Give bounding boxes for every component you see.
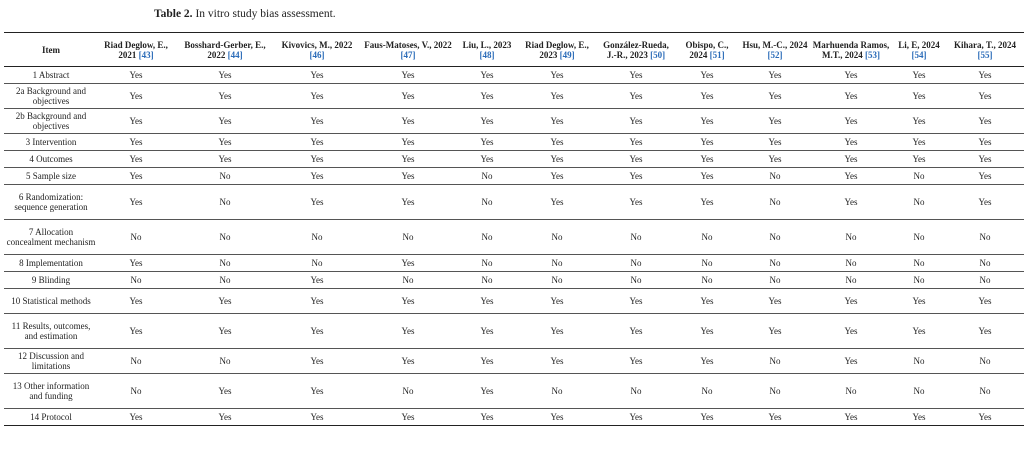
reference-link[interactable]: [53] — [865, 49, 881, 60]
assessment-cell: Yes — [480, 356, 494, 366]
assessment-cell: Yes — [310, 137, 324, 147]
assessment-cell: No — [402, 275, 414, 285]
assessment-cell: No — [130, 232, 142, 242]
assessment-cell: Yes — [629, 412, 643, 422]
study-author: Riad Deglow, E., — [104, 39, 168, 50]
assessment-cell: No — [630, 275, 642, 285]
assessment-cell: Yes — [629, 91, 643, 101]
table-row — [4, 134, 1024, 151]
study-author: Faus-Matoses, V., — [364, 39, 432, 50]
assessment-cell: No — [701, 275, 713, 285]
assessment-cell: Yes — [310, 154, 324, 164]
assessment-cell: No — [979, 258, 991, 268]
study-year: 2023 — [539, 49, 558, 60]
assessment-cell: Yes — [218, 386, 232, 396]
assessment-cell: Yes — [480, 70, 494, 80]
assessment-cell: Yes — [310, 116, 324, 126]
table-row — [4, 67, 1024, 84]
assessment-cell: Yes — [978, 137, 992, 147]
assessment-cell: Yes — [844, 154, 858, 164]
assessment-cell: No — [979, 275, 991, 285]
study-column-header — [358, 33, 458, 67]
assessment-cell: Yes — [129, 91, 143, 101]
assessment-cell: Yes — [218, 91, 232, 101]
assessment-cell: Yes — [401, 91, 415, 101]
assessment-cell: Yes — [550, 197, 564, 207]
assessment-cell: Yes — [480, 154, 494, 164]
assessment-cell: Yes — [401, 258, 415, 268]
study-year: 2024 — [689, 49, 708, 60]
assessment-cell: No — [130, 275, 142, 285]
item-label: 14 Protocol — [30, 412, 72, 422]
table-row — [4, 109, 1024, 134]
assessment-cell: Yes — [978, 197, 992, 207]
assessment-cell: No — [402, 386, 414, 396]
assessment-cell: Yes — [978, 412, 992, 422]
assessment-cell: Yes — [218, 154, 232, 164]
table-row — [4, 168, 1024, 185]
assessment-cell: Yes — [401, 116, 415, 126]
item-label: 12 Discussion and limitations — [18, 351, 84, 371]
assessment-cell: Yes — [844, 326, 858, 336]
assessment-cell: Yes — [480, 296, 494, 306]
assessment-cell: Yes — [844, 70, 858, 80]
assessment-cell: Yes — [480, 91, 494, 101]
assessment-cell: No — [913, 275, 925, 285]
item-label: 2b Background and objectives — [15, 111, 87, 131]
study-author: Kivovics, M., — [281, 39, 333, 50]
assessment-cell: No — [769, 232, 781, 242]
assessment-cell: Yes — [401, 137, 415, 147]
assessment-cell: No — [845, 258, 857, 268]
assessment-cell: Yes — [844, 356, 858, 366]
study-author: Marhuenda Ramos, M.T., — [812, 39, 890, 60]
assessment-cell: No — [979, 386, 991, 396]
table-row — [4, 349, 1024, 374]
table-header-row — [4, 33, 1024, 67]
table-row — [4, 255, 1024, 272]
assessment-cell: Yes — [310, 412, 324, 422]
bias-assessment-table — [4, 32, 1024, 426]
assessment-cell: Yes — [912, 91, 926, 101]
assessment-cell: Yes — [978, 326, 992, 336]
assessment-cell: Yes — [912, 70, 926, 80]
assessment-cell: No — [481, 232, 493, 242]
assessment-cell: Yes — [550, 412, 564, 422]
assessment-cell: Yes — [310, 171, 324, 181]
item-label: 4 Outcomes — [29, 154, 73, 164]
item-label: 7 Allocation concealment mechanism — [6, 227, 96, 247]
assessment-cell: Yes — [629, 137, 643, 147]
assessment-cell: No — [481, 197, 493, 207]
assessment-cell: Yes — [700, 356, 714, 366]
assessment-cell: No — [769, 386, 781, 396]
assessment-cell: Yes — [129, 137, 143, 147]
assessment-cell: Yes — [844, 116, 858, 126]
assessment-cell: Yes — [550, 116, 564, 126]
assessment-cell: No — [913, 197, 925, 207]
study-column-header — [598, 33, 674, 67]
assessment-cell: Yes — [629, 70, 643, 80]
table-row — [4, 220, 1024, 255]
assessment-cell: Yes — [401, 154, 415, 164]
assessment-cell: Yes — [310, 197, 324, 207]
table-row — [4, 289, 1024, 314]
assessment-cell: Yes — [700, 296, 714, 306]
assessment-cell: Yes — [912, 137, 926, 147]
study-year: 2023 — [629, 49, 648, 60]
assessment-cell: No — [701, 232, 713, 242]
reference-link[interactable]: [52] — [767, 49, 783, 60]
table-row — [4, 409, 1024, 426]
assessment-cell: No — [769, 356, 781, 366]
study-year: 2022 — [433, 39, 452, 50]
assessment-cell: No — [551, 386, 563, 396]
caption-label: Table 2. — [154, 8, 193, 20]
item-label: 2a Background and objectives — [16, 86, 86, 106]
assessment-cell: Yes — [480, 116, 494, 126]
table-row — [4, 272, 1024, 289]
item-label: 6 Randomization: sequence generation — [14, 192, 88, 212]
assessment-cell: No — [481, 171, 493, 181]
assessment-cell: Yes — [700, 91, 714, 101]
assessment-cell: Yes — [844, 171, 858, 181]
assessment-cell: No — [219, 356, 231, 366]
assessment-cell: Yes — [844, 197, 858, 207]
reference-link[interactable]: [48] — [479, 49, 495, 60]
study-column-header — [892, 33, 946, 67]
assessment-cell: Yes — [218, 70, 232, 80]
assessment-cell: Yes — [629, 326, 643, 336]
assessment-cell: Yes — [550, 70, 564, 80]
item-label: 5 Sample size — [26, 171, 76, 181]
study-year: 2022 — [207, 49, 226, 60]
assessment-cell: Yes — [978, 296, 992, 306]
assessment-cell: Yes — [218, 137, 232, 147]
reference-link[interactable]: [44] — [227, 49, 243, 60]
study-year: 2023 — [493, 39, 512, 50]
assessment-cell: Yes — [844, 91, 858, 101]
study-year: 2021 — [118, 49, 137, 60]
item-label: 13 Other information and funding — [12, 381, 90, 401]
assessment-cell: No — [219, 197, 231, 207]
assessment-cell: Yes — [978, 116, 992, 126]
assessment-cell: Yes — [129, 171, 143, 181]
assessment-cell: Yes — [401, 326, 415, 336]
assessment-cell: Yes — [700, 70, 714, 80]
assessment-cell: Yes — [700, 326, 714, 336]
study-year: 2024 — [789, 39, 808, 50]
reference-link[interactable]: [50] — [650, 49, 666, 60]
assessment-cell: Yes — [978, 70, 992, 80]
assessment-cell: Yes — [768, 296, 782, 306]
study-year: 2024 — [921, 39, 940, 50]
study-column-header — [740, 33, 810, 67]
assessment-cell: Yes — [768, 326, 782, 336]
assessment-cell: No — [219, 232, 231, 242]
assessment-cell: Yes — [912, 296, 926, 306]
assessment-cell: Yes — [310, 275, 324, 285]
assessment-cell: No — [219, 258, 231, 268]
assessment-cell: No — [630, 258, 642, 268]
assessment-cell: Yes — [700, 116, 714, 126]
assessment-cell: Yes — [700, 154, 714, 164]
assessment-cell: Yes — [401, 171, 415, 181]
caption-text: In vitro study bias assessment. — [195, 8, 336, 20]
assessment-cell: No — [769, 197, 781, 207]
assessment-cell: Yes — [129, 70, 143, 80]
study-year: 2024 — [844, 49, 863, 60]
assessment-cell: Yes — [480, 386, 494, 396]
assessment-cell: No — [481, 258, 493, 268]
assessment-cell: Yes — [550, 326, 564, 336]
study-column-header — [810, 33, 892, 67]
assessment-cell: Yes — [978, 91, 992, 101]
assessment-cell: No — [913, 232, 925, 242]
assessment-cell: Yes — [218, 412, 232, 422]
assessment-cell: Yes — [550, 137, 564, 147]
table-row — [4, 185, 1024, 220]
reference-link[interactable]: [43] — [138, 49, 154, 60]
assessment-cell: No — [219, 171, 231, 181]
assessment-cell: No — [130, 386, 142, 396]
assessment-cell: No — [630, 386, 642, 396]
assessment-cell: No — [769, 171, 781, 181]
study-column-header — [674, 33, 740, 67]
assessment-cell: Yes — [310, 296, 324, 306]
assessment-cell: No — [551, 232, 563, 242]
study-year: 2024 — [997, 39, 1016, 50]
assessment-cell: No — [701, 386, 713, 396]
assessment-cell: Yes — [310, 91, 324, 101]
assessment-cell: Yes — [912, 412, 926, 422]
table-body — [4, 67, 1024, 426]
study-column-header — [458, 33, 516, 67]
assessment-cell: Yes — [480, 326, 494, 336]
assessment-cell: Yes — [912, 116, 926, 126]
reference-link[interactable]: [55] — [977, 49, 993, 60]
assessment-cell: No — [979, 356, 991, 366]
study-column-header — [174, 33, 276, 67]
study-year: 2022 — [334, 39, 353, 50]
assessment-cell: No — [913, 356, 925, 366]
assessment-cell: Yes — [310, 386, 324, 396]
assessment-cell: Yes — [700, 171, 714, 181]
assessment-cell: Yes — [129, 326, 143, 336]
assessment-cell: No — [402, 232, 414, 242]
assessment-cell: Yes — [401, 70, 415, 80]
assessment-cell: Yes — [700, 412, 714, 422]
table-row — [4, 374, 1024, 409]
assessment-cell: Yes — [129, 412, 143, 422]
study-author: Liu, L., — [462, 39, 492, 50]
item-label: 9 Blinding — [31, 275, 71, 285]
assessment-cell: Yes — [768, 137, 782, 147]
assessment-cell: Yes — [550, 171, 564, 181]
assessment-cell: Yes — [218, 296, 232, 306]
assessment-cell: Yes — [768, 154, 782, 164]
study-column-header — [98, 33, 174, 67]
study-column-header — [276, 33, 358, 67]
study-author: Obispo, C., — [685, 39, 729, 50]
assessment-cell: No — [913, 258, 925, 268]
assessment-cell: Yes — [844, 412, 858, 422]
study-author: González-Rueda, J.-R., — [603, 39, 669, 60]
assessment-cell: Yes — [129, 296, 143, 306]
assessment-cell: Yes — [629, 116, 643, 126]
study-author: Kihara, T., — [954, 39, 996, 50]
study-author: Li, E, — [898, 39, 920, 50]
reference-link[interactable]: [47] — [400, 49, 416, 60]
assessment-cell: Yes — [768, 70, 782, 80]
table-row — [4, 314, 1024, 349]
study-author: Hsu, M.-C., — [742, 39, 788, 50]
table-caption — [154, 8, 336, 20]
assessment-cell: Yes — [550, 154, 564, 164]
assessment-cell: No — [311, 232, 323, 242]
reference-link[interactable]: [49] — [559, 49, 575, 60]
assessment-cell: Yes — [480, 412, 494, 422]
assessment-cell: Yes — [912, 326, 926, 336]
assessment-cell: Yes — [768, 91, 782, 101]
assessment-cell: No — [481, 275, 493, 285]
reference-link[interactable]: [46] — [309, 49, 325, 60]
assessment-cell: No — [845, 232, 857, 242]
assessment-cell: No — [551, 258, 563, 268]
assessment-cell: Yes — [310, 70, 324, 80]
assessment-cell: Yes — [550, 91, 564, 101]
assessment-cell: No — [979, 232, 991, 242]
item-label: 1 Abstract — [32, 70, 70, 80]
assessment-cell: Yes — [401, 356, 415, 366]
assessment-cell: Yes — [700, 137, 714, 147]
assessment-cell: Yes — [129, 154, 143, 164]
item-label: 11 Results, outcomes, and estimation — [11, 321, 91, 341]
assessment-cell: Yes — [550, 296, 564, 306]
table-row — [4, 151, 1024, 168]
assessment-cell: No — [311, 258, 323, 268]
assessment-cell: No — [630, 232, 642, 242]
assessment-cell: No — [701, 258, 713, 268]
assessment-cell: Yes — [978, 171, 992, 181]
assessment-cell: Yes — [218, 116, 232, 126]
assessment-cell: Yes — [310, 356, 324, 366]
item-label: 10 Statistical methods — [11, 296, 91, 306]
assessment-cell: Yes — [768, 412, 782, 422]
reference-link[interactable]: [54] — [911, 49, 927, 60]
assessment-cell: No — [913, 386, 925, 396]
assessment-cell: Yes — [768, 116, 782, 126]
assessment-cell: Yes — [978, 154, 992, 164]
assessment-cell: Yes — [629, 154, 643, 164]
assessment-cell: Yes — [129, 197, 143, 207]
assessment-cell: Yes — [129, 258, 143, 268]
assessment-cell: Yes — [401, 296, 415, 306]
assessment-cell: Yes — [218, 326, 232, 336]
assessment-cell: Yes — [629, 197, 643, 207]
assessment-cell: No — [769, 275, 781, 285]
assessment-cell: No — [130, 356, 142, 366]
assessment-cell: Yes — [912, 154, 926, 164]
assessment-cell: No — [551, 275, 563, 285]
assessment-cell: No — [845, 275, 857, 285]
study-column-header — [946, 33, 1024, 67]
assessment-cell: Yes — [480, 137, 494, 147]
assessment-cell: Yes — [700, 197, 714, 207]
assessment-cell: Yes — [629, 356, 643, 366]
item-label: 8 Implementation — [19, 258, 83, 268]
assessment-cell: Yes — [844, 137, 858, 147]
reference-link[interactable]: [51] — [709, 49, 725, 60]
assessment-cell: Yes — [629, 171, 643, 181]
assessment-cell: Yes — [629, 296, 643, 306]
assessment-cell: Yes — [129, 116, 143, 126]
assessment-cell: No — [845, 386, 857, 396]
study-author: Bosshard-Gerber, E., — [184, 39, 266, 50]
item-label: 3 Intervention — [25, 137, 77, 147]
assessment-cell: No — [913, 171, 925, 181]
assessment-cell: No — [769, 258, 781, 268]
assessment-cell: Yes — [550, 356, 564, 366]
assessment-cell: Yes — [310, 326, 324, 336]
study-column-header — [516, 33, 598, 67]
table-row — [4, 84, 1024, 109]
assessment-cell: Yes — [401, 412, 415, 422]
item-column-header: Item — [42, 44, 60, 55]
assessment-cell: No — [219, 275, 231, 285]
assessment-cell: Yes — [844, 296, 858, 306]
assessment-cell: Yes — [401, 197, 415, 207]
study-author: Riad Deglow, E., — [525, 39, 589, 50]
